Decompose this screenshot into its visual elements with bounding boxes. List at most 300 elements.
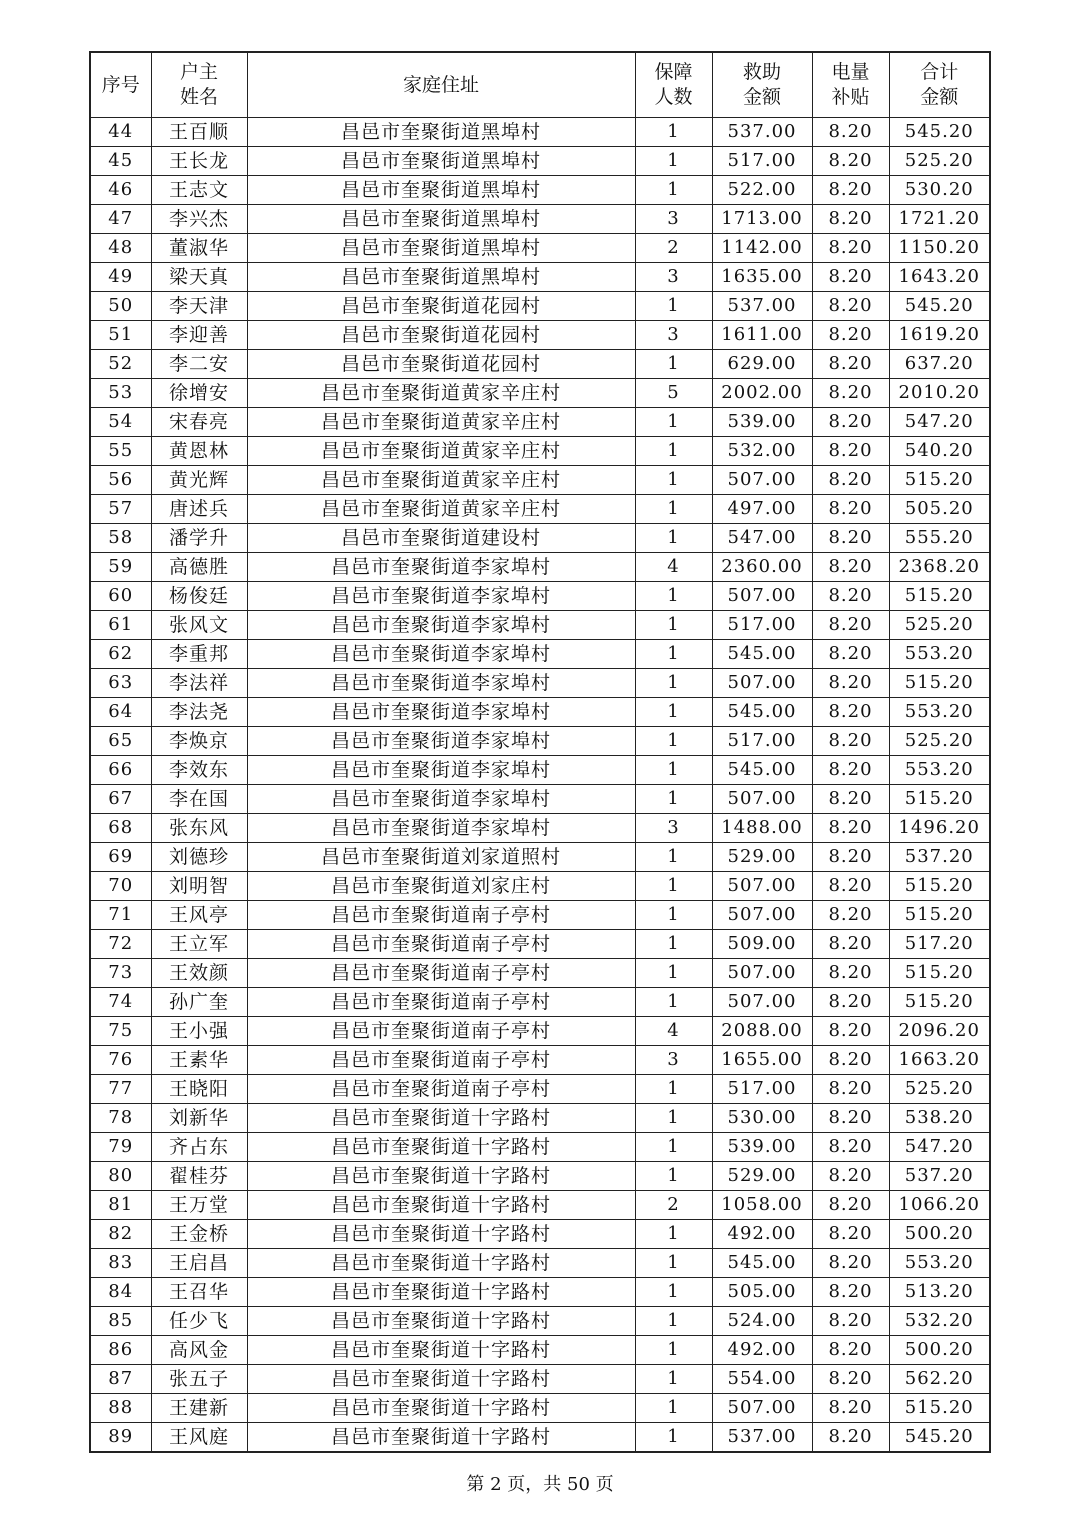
assistance-table	[89, 51, 991, 1453]
relief-amount-cell: 529.00	[712, 1162, 812, 1191]
electricity-subsidy-cell: 8.20	[812, 930, 889, 959]
relief-amount-cell: 537.00	[712, 118, 812, 147]
relief-amount-cell: 530.00	[712, 1104, 812, 1133]
home-address-cell: 昌邑市奎聚街道十字路村	[247, 1336, 635, 1365]
householder-name-cell: 王金桥	[151, 1220, 247, 1249]
covered-persons-cell: 1	[635, 176, 712, 205]
relief-amount-cell: 2002.00	[712, 379, 812, 408]
serial-number-cell: 83	[90, 1249, 151, 1278]
covered-persons-cell: 4	[635, 553, 712, 582]
home-address-cell: 昌邑市奎聚街道李家埠村	[247, 785, 635, 814]
total-amount-cell: 515.20	[889, 988, 990, 1017]
householder-name-cell: 高风金	[151, 1336, 247, 1365]
electricity-subsidy-cell: 8.20	[812, 1133, 889, 1162]
householder-name-cell: 李效东	[151, 756, 247, 785]
covered-persons-cell: 1	[635, 727, 712, 756]
serial-number-cell: 73	[90, 959, 151, 988]
total-amount-cell: 553.20	[889, 698, 990, 727]
table-row	[90, 814, 990, 843]
relief-amount-cell: 507.00	[712, 901, 812, 930]
householder-name-cell: 王启昌	[151, 1249, 247, 1278]
total-amount-cell: 500.20	[889, 1220, 990, 1249]
total-amount-cell: 538.20	[889, 1104, 990, 1133]
table-row	[90, 234, 990, 263]
electricity-subsidy-cell: 8.20	[812, 1104, 889, 1133]
relief-amount-cell: 1142.00	[712, 234, 812, 263]
serial-number-cell: 78	[90, 1104, 151, 1133]
electricity-subsidy-cell: 8.20	[812, 872, 889, 901]
covered-persons-cell: 1	[635, 118, 712, 147]
relief-amount-cell: 522.00	[712, 176, 812, 205]
table-row	[90, 205, 990, 234]
householder-name-cell: 黄恩林	[151, 437, 247, 466]
home-address-cell: 昌邑市奎聚街道李家埠村	[247, 814, 635, 843]
electricity-subsidy-cell: 8.20	[812, 379, 889, 408]
table-row	[90, 1017, 990, 1046]
table-row	[90, 1220, 990, 1249]
electricity-subsidy-cell: 8.20	[812, 466, 889, 495]
householder-name-cell: 王召华	[151, 1278, 247, 1307]
covered-persons-cell: 1	[635, 785, 712, 814]
relief-amount-cell: 507.00	[712, 959, 812, 988]
electricity-subsidy-cell: 8.20	[812, 814, 889, 843]
covered-persons-cell: 3	[635, 205, 712, 234]
table-row	[90, 843, 990, 872]
table-row	[90, 147, 990, 176]
serial-number-cell: 47	[90, 205, 151, 234]
serial-number-cell: 59	[90, 553, 151, 582]
home-address-cell: 昌邑市奎聚街道黑埠村	[247, 147, 635, 176]
total-amount-cell: 515.20	[889, 959, 990, 988]
householder-name-cell: 杨俊廷	[151, 582, 247, 611]
total-amount-cell: 545.20	[889, 118, 990, 147]
total-amount-cell: 1150.20	[889, 234, 990, 263]
covered-persons-cell: 1	[635, 524, 712, 553]
covered-persons-cell: 1	[635, 640, 712, 669]
electricity-subsidy-cell: 8.20	[812, 263, 889, 292]
electricity-subsidy-cell: 8.20	[812, 1075, 889, 1104]
covered-persons-cell: 1	[635, 437, 712, 466]
electricity-subsidy-cell: 8.20	[812, 727, 889, 756]
table-row	[90, 1133, 990, 1162]
electricity-subsidy-cell: 8.20	[812, 988, 889, 1017]
home-address-cell: 昌邑市奎聚街道黑埠村	[247, 263, 635, 292]
total-amount-cell: 553.20	[889, 640, 990, 669]
header-home-address-line: 家庭住址	[402, 73, 479, 96]
home-address-cell: 昌邑市奎聚街道李家埠村	[247, 669, 635, 698]
relief-amount-cell: 517.00	[712, 147, 812, 176]
relief-amount-cell: 545.00	[712, 1249, 812, 1278]
householder-name-cell: 孙广奎	[151, 988, 247, 1017]
home-address-cell: 昌邑市奎聚街道李家埠村	[247, 756, 635, 785]
electricity-subsidy-cell: 8.20	[812, 118, 889, 147]
relief-amount-cell: 529.00	[712, 843, 812, 872]
serial-number-cell: 74	[90, 988, 151, 1017]
home-address-cell: 昌邑市奎聚街道李家埠村	[247, 727, 635, 756]
home-address-cell: 昌邑市奎聚街道建设村	[247, 524, 635, 553]
householder-name-cell: 李兴杰	[151, 205, 247, 234]
electricity-subsidy-cell: 8.20	[812, 1046, 889, 1075]
total-amount-cell: 515.20	[889, 1394, 990, 1423]
relief-amount-cell: 545.00	[712, 698, 812, 727]
relief-amount-cell: 1635.00	[712, 263, 812, 292]
relief-amount-cell: 507.00	[712, 988, 812, 1017]
home-address-cell: 昌邑市奎聚街道南子亭村	[247, 930, 635, 959]
householder-name-cell: 宋春亮	[151, 408, 247, 437]
covered-persons-cell: 1	[635, 988, 712, 1017]
relief-amount-cell: 537.00	[712, 1423, 812, 1453]
householder-name-cell: 王万堂	[151, 1191, 247, 1220]
relief-amount-cell: 1488.00	[712, 814, 812, 843]
serial-number-cell: 51	[90, 321, 151, 350]
table-row	[90, 524, 990, 553]
electricity-subsidy-cell: 8.20	[812, 1307, 889, 1336]
householder-name-cell: 李天津	[151, 292, 247, 321]
total-amount-cell: 515.20	[889, 466, 990, 495]
serial-number-cell: 55	[90, 437, 151, 466]
table-row	[90, 553, 990, 582]
serial-number-cell: 75	[90, 1017, 151, 1046]
covered-persons-cell: 1	[635, 1365, 712, 1394]
total-amount-cell: 515.20	[889, 669, 990, 698]
covered-persons-cell: 1	[635, 1075, 712, 1104]
total-amount-cell: 515.20	[889, 785, 990, 814]
total-amount-cell: 537.20	[889, 843, 990, 872]
home-address-cell: 昌邑市奎聚街道李家埠村	[247, 553, 635, 582]
total-amount-cell: 2096.20	[889, 1017, 990, 1046]
total-amount-cell: 2368.20	[889, 553, 990, 582]
serial-number-cell: 69	[90, 843, 151, 872]
home-address-cell: 昌邑市奎聚街道黑埠村	[247, 234, 635, 263]
covered-persons-cell: 1	[635, 1162, 712, 1191]
serial-number-cell: 54	[90, 408, 151, 437]
covered-persons-cell: 1	[635, 901, 712, 930]
table-row	[90, 872, 990, 901]
header-relief-amount	[712, 52, 812, 118]
home-address-cell: 昌邑市奎聚街道南子亭村	[247, 959, 635, 988]
header-householder-name-line: 户主	[179, 61, 218, 83]
covered-persons-cell: 2	[635, 234, 712, 263]
electricity-subsidy-cell: 8.20	[812, 1220, 889, 1249]
total-amount-cell: 1663.20	[889, 1046, 990, 1075]
table-row	[90, 669, 990, 698]
householder-name-cell: 翟桂芬	[151, 1162, 247, 1191]
householder-name-cell: 王志文	[151, 176, 247, 205]
table-row	[90, 408, 990, 437]
relief-amount-cell: 507.00	[712, 669, 812, 698]
electricity-subsidy-cell: 8.20	[812, 640, 889, 669]
table-row	[90, 437, 990, 466]
total-amount-cell: 515.20	[889, 582, 990, 611]
total-amount-cell: 532.20	[889, 1307, 990, 1336]
total-amount-cell: 513.20	[889, 1278, 990, 1307]
relief-amount-cell: 507.00	[712, 582, 812, 611]
total-amount-cell: 540.20	[889, 437, 990, 466]
covered-persons-cell: 1	[635, 669, 712, 698]
serial-number-cell: 80	[90, 1162, 151, 1191]
total-amount-cell: 547.20	[889, 1133, 990, 1162]
serial-number-cell: 58	[90, 524, 151, 553]
home-address-cell: 昌邑市奎聚街道黄家辛庄村	[247, 408, 635, 437]
serial-number-cell: 76	[90, 1046, 151, 1075]
relief-amount-cell: 507.00	[712, 785, 812, 814]
relief-amount-cell: 1655.00	[712, 1046, 812, 1075]
serial-number-cell: 45	[90, 147, 151, 176]
relief-amount-cell: 517.00	[712, 1075, 812, 1104]
table-row	[90, 118, 990, 147]
total-amount-cell: 547.20	[889, 408, 990, 437]
table-row	[90, 785, 990, 814]
householder-name-cell: 高德胜	[151, 553, 247, 582]
serial-number-cell: 67	[90, 785, 151, 814]
home-address-cell: 昌邑市奎聚街道黄家辛庄村	[247, 466, 635, 495]
header-electricity-subsidy-line: 补贴	[831, 86, 870, 108]
header-total-amount-line: 金额	[920, 86, 959, 108]
serial-number-cell: 57	[90, 495, 151, 524]
serial-number-cell: 46	[90, 176, 151, 205]
table-row	[90, 1307, 990, 1336]
householder-name-cell: 王小强	[151, 1017, 247, 1046]
table-row	[90, 1162, 990, 1191]
total-amount-cell: 537.20	[889, 1162, 990, 1191]
householder-name-cell: 李法尧	[151, 698, 247, 727]
home-address-cell: 昌邑市奎聚街道南子亭村	[247, 1075, 635, 1104]
home-address-cell: 昌邑市奎聚街道十字路村	[247, 1278, 635, 1307]
table-row	[90, 959, 990, 988]
home-address-cell: 昌邑市奎聚街道黑埠村	[247, 118, 635, 147]
serial-number-cell: 72	[90, 930, 151, 959]
header-total-amount-line: 合计	[920, 61, 959, 83]
serial-number-cell: 86	[90, 1336, 151, 1365]
table-row	[90, 988, 990, 1017]
total-amount-cell: 525.20	[889, 147, 990, 176]
home-address-cell: 昌邑市奎聚街道花园村	[247, 321, 635, 350]
relief-amount-cell: 505.00	[712, 1278, 812, 1307]
electricity-subsidy-cell: 8.20	[812, 292, 889, 321]
covered-persons-cell: 1	[635, 408, 712, 437]
covered-persons-cell: 1	[635, 1307, 712, 1336]
covered-persons-cell: 1	[635, 350, 712, 379]
serial-number-cell: 68	[90, 814, 151, 843]
householder-name-cell: 张风文	[151, 611, 247, 640]
header-electricity-subsidy-line: 电量	[831, 61, 870, 83]
electricity-subsidy-cell: 8.20	[812, 1191, 889, 1220]
home-address-cell: 昌邑市奎聚街道十字路村	[247, 1394, 635, 1423]
covered-persons-cell: 1	[635, 930, 712, 959]
table-row	[90, 930, 990, 959]
covered-persons-cell: 1	[635, 495, 712, 524]
total-amount-cell: 530.20	[889, 176, 990, 205]
table-row	[90, 350, 990, 379]
covered-persons-cell: 5	[635, 379, 712, 408]
covered-persons-cell: 1	[635, 1423, 712, 1453]
householder-name-cell: 王长龙	[151, 147, 247, 176]
electricity-subsidy-cell: 8.20	[812, 669, 889, 698]
relief-amount-cell: 517.00	[712, 727, 812, 756]
home-address-cell: 昌邑市奎聚街道黄家辛庄村	[247, 495, 635, 524]
covered-persons-cell: 1	[635, 611, 712, 640]
householder-name-cell: 李迎善	[151, 321, 247, 350]
total-amount-cell: 525.20	[889, 1075, 990, 1104]
home-address-cell: 昌邑市奎聚街道刘家道照村	[247, 843, 635, 872]
relief-amount-cell: 1713.00	[712, 205, 812, 234]
householder-name-cell: 张五子	[151, 1365, 247, 1394]
electricity-subsidy-cell: 8.20	[812, 350, 889, 379]
total-amount-cell: 1721.20	[889, 205, 990, 234]
electricity-subsidy-cell: 8.20	[812, 843, 889, 872]
electricity-subsidy-cell: 8.20	[812, 1423, 889, 1453]
home-address-cell: 昌邑市奎聚街道南子亭村	[247, 1046, 635, 1075]
householder-name-cell: 李在国	[151, 785, 247, 814]
header-electricity-subsidy	[812, 52, 889, 118]
header-relief-amount-line: 救助	[742, 61, 781, 83]
covered-persons-cell: 1	[635, 959, 712, 988]
serial-number-cell: 84	[90, 1278, 151, 1307]
table-row	[90, 698, 990, 727]
header-householder-name	[151, 52, 247, 118]
covered-persons-cell: 1	[635, 1104, 712, 1133]
home-address-cell: 昌邑市奎聚街道十字路村	[247, 1423, 635, 1453]
serial-number-cell: 77	[90, 1075, 151, 1104]
total-amount-cell: 545.20	[889, 292, 990, 321]
table-row	[90, 756, 990, 785]
electricity-subsidy-cell: 8.20	[812, 176, 889, 205]
electricity-subsidy-cell: 8.20	[812, 1017, 889, 1046]
serial-number-cell: 50	[90, 292, 151, 321]
table-row	[90, 1336, 990, 1365]
home-address-cell: 昌邑市奎聚街道十字路村	[247, 1191, 635, 1220]
table-row	[90, 495, 990, 524]
householder-name-cell: 王效颜	[151, 959, 247, 988]
householder-name-cell: 王百顺	[151, 118, 247, 147]
table-row	[90, 321, 990, 350]
householder-name-cell: 徐增安	[151, 379, 247, 408]
electricity-subsidy-cell: 8.20	[812, 1336, 889, 1365]
householder-name-cell: 刘新华	[151, 1104, 247, 1133]
home-address-cell: 昌邑市奎聚街道黄家辛庄村	[247, 379, 635, 408]
householder-name-cell: 刘德珍	[151, 843, 247, 872]
table-row	[90, 292, 990, 321]
relief-amount-cell: 532.00	[712, 437, 812, 466]
relief-amount-cell: 517.00	[712, 611, 812, 640]
householder-name-cell: 齐占东	[151, 1133, 247, 1162]
header-covered-persons-line: 保障	[654, 61, 693, 83]
serial-number-cell: 49	[90, 263, 151, 292]
serial-number-cell: 79	[90, 1133, 151, 1162]
electricity-subsidy-cell: 8.20	[812, 1249, 889, 1278]
table-row	[90, 611, 990, 640]
table-row	[90, 176, 990, 205]
home-address-cell: 昌邑市奎聚街道十字路村	[247, 1220, 635, 1249]
electricity-subsidy-cell: 8.20	[812, 1278, 889, 1307]
householder-name-cell: 任少飞	[151, 1307, 247, 1336]
total-amount-cell: 637.20	[889, 350, 990, 379]
householder-name-cell: 潘学升	[151, 524, 247, 553]
home-address-cell: 昌邑市奎聚街道十字路村	[247, 1162, 635, 1191]
serial-number-cell: 56	[90, 466, 151, 495]
covered-persons-cell: 1	[635, 1220, 712, 1249]
total-amount-cell: 555.20	[889, 524, 990, 553]
covered-persons-cell: 1	[635, 698, 712, 727]
serial-number-cell: 52	[90, 350, 151, 379]
table-row	[90, 1104, 990, 1133]
covered-persons-cell: 1	[635, 843, 712, 872]
home-address-cell: 昌邑市奎聚街道黑埠村	[247, 205, 635, 234]
householder-name-cell: 刘明智	[151, 872, 247, 901]
home-address-cell: 昌邑市奎聚街道南子亭村	[247, 1017, 635, 1046]
covered-persons-cell: 3	[635, 814, 712, 843]
electricity-subsidy-cell: 8.20	[812, 1162, 889, 1191]
header-home-address	[247, 52, 635, 118]
table-row	[90, 727, 990, 756]
relief-amount-cell: 539.00	[712, 408, 812, 437]
table-body	[90, 118, 990, 1453]
table-row	[90, 263, 990, 292]
householder-name-cell: 张东风	[151, 814, 247, 843]
header-relief-amount-line: 金额	[742, 86, 781, 108]
electricity-subsidy-cell: 8.20	[812, 524, 889, 553]
home-address-cell: 昌邑市奎聚街道十字路村	[247, 1365, 635, 1394]
householder-name-cell: 董淑华	[151, 234, 247, 263]
electricity-subsidy-cell: 8.20	[812, 205, 889, 234]
electricity-subsidy-cell: 8.20	[812, 1394, 889, 1423]
header-householder-name-line: 姓名	[179, 86, 218, 108]
covered-persons-cell: 1	[635, 147, 712, 176]
relief-amount-cell: 509.00	[712, 930, 812, 959]
home-address-cell: 昌邑市奎聚街道花园村	[247, 292, 635, 321]
relief-amount-cell: 1058.00	[712, 1191, 812, 1220]
electricity-subsidy-cell: 8.20	[812, 495, 889, 524]
electricity-subsidy-cell: 8.20	[812, 698, 889, 727]
electricity-subsidy-cell: 8.20	[812, 901, 889, 930]
table-row	[90, 379, 990, 408]
covered-persons-cell: 2	[635, 1191, 712, 1220]
serial-number-cell: 61	[90, 611, 151, 640]
home-address-cell: 昌邑市奎聚街道李家埠村	[247, 611, 635, 640]
covered-persons-cell: 1	[635, 1394, 712, 1423]
covered-persons-cell: 3	[635, 321, 712, 350]
relief-amount-cell: 507.00	[712, 466, 812, 495]
total-amount-cell: 525.20	[889, 611, 990, 640]
covered-persons-cell: 1	[635, 582, 712, 611]
serial-number-cell: 60	[90, 582, 151, 611]
serial-number-cell: 87	[90, 1365, 151, 1394]
total-amount-cell: 515.20	[889, 901, 990, 930]
electricity-subsidy-cell: 8.20	[812, 756, 889, 785]
assistance-table-container	[89, 51, 989, 1453]
header-total-amount	[889, 52, 990, 118]
table-row	[90, 1394, 990, 1423]
table-row	[90, 582, 990, 611]
relief-amount-cell: 547.00	[712, 524, 812, 553]
home-address-cell: 昌邑市奎聚街道南子亭村	[247, 901, 635, 930]
covered-persons-cell: 1	[635, 1133, 712, 1162]
home-address-cell: 昌邑市奎聚街道十字路村	[247, 1133, 635, 1162]
electricity-subsidy-cell: 8.20	[812, 147, 889, 176]
covered-persons-cell: 1	[635, 1278, 712, 1307]
serial-number-cell: 88	[90, 1394, 151, 1423]
page-footer: 第 2 页，共 50 页	[466, 1474, 614, 1495]
householder-name-cell: 王建新	[151, 1394, 247, 1423]
electricity-subsidy-cell: 8.20	[812, 785, 889, 814]
electricity-subsidy-cell: 8.20	[812, 959, 889, 988]
home-address-cell: 昌邑市奎聚街道十字路村	[247, 1307, 635, 1336]
serial-number-cell: 63	[90, 669, 151, 698]
relief-amount-cell: 539.00	[712, 1133, 812, 1162]
serial-number-cell: 65	[90, 727, 151, 756]
home-address-cell: 昌邑市奎聚街道南子亭村	[247, 988, 635, 1017]
covered-persons-cell: 3	[635, 1046, 712, 1075]
